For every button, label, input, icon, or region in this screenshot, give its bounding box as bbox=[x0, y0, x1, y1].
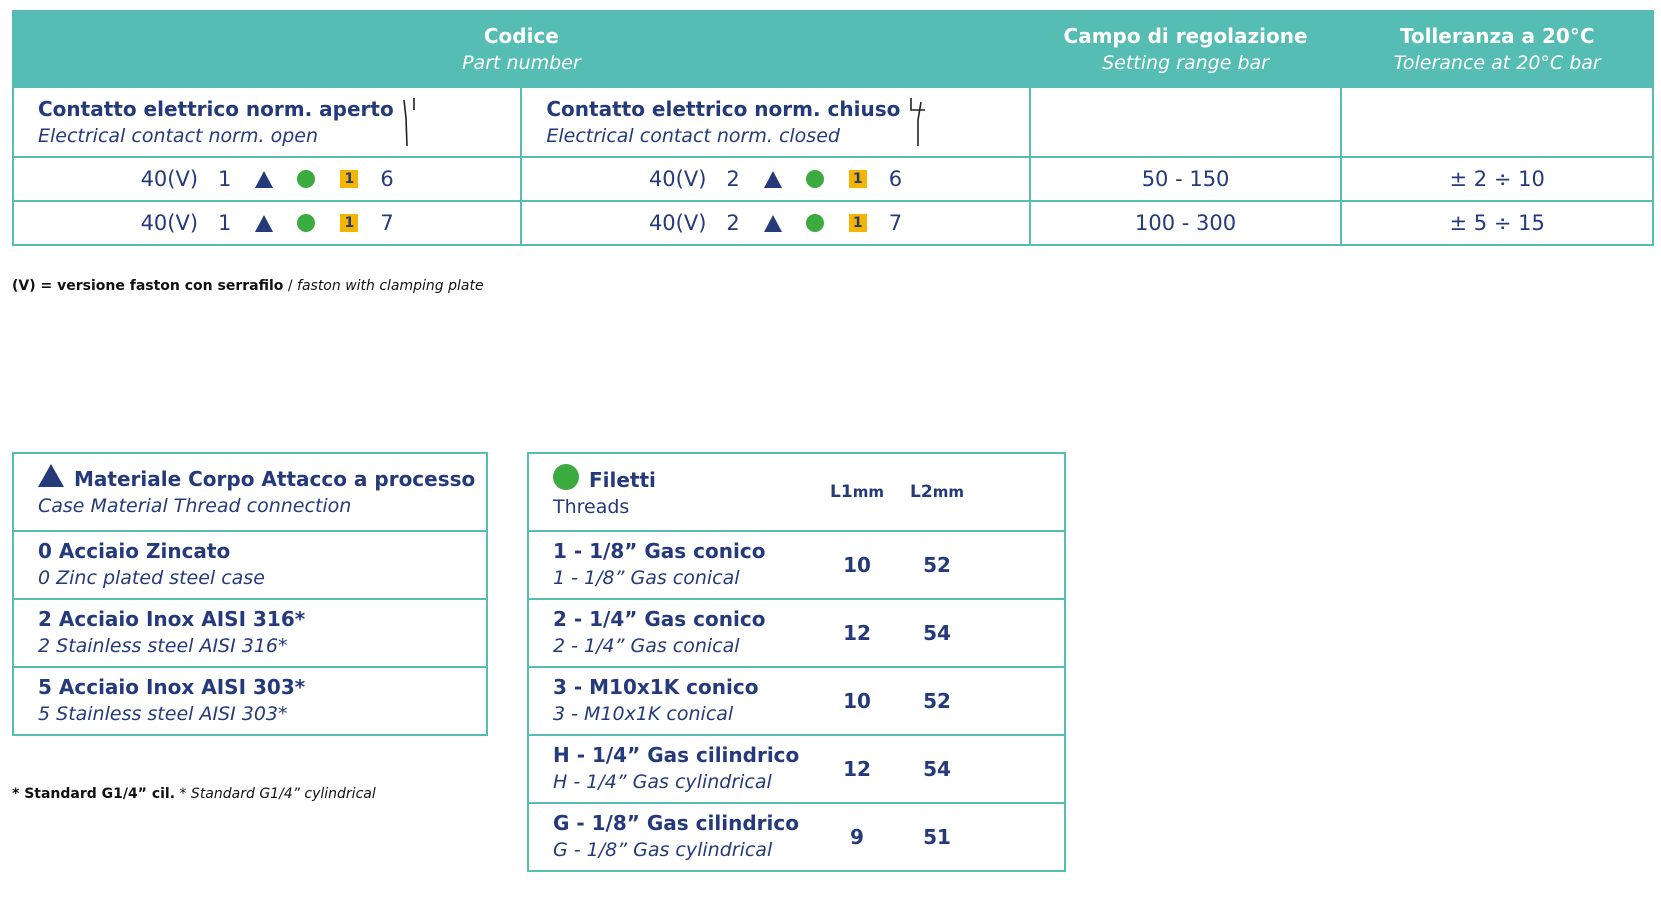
header-range-en: Setting range bar bbox=[1102, 52, 1269, 74]
range-cell: 50 - 150 bbox=[1030, 157, 1342, 201]
thread-l2: 54 bbox=[892, 735, 982, 803]
code-digit: 2 bbox=[726, 211, 740, 235]
code-prefix: 40(V) bbox=[140, 211, 199, 235]
table-row bbox=[13, 157, 1653, 201]
triangle-icon bbox=[255, 171, 273, 188]
normally-open-symbol-icon bbox=[402, 96, 422, 152]
header-tolerance-it: Tolleranza a 20°C bbox=[1399, 24, 1595, 48]
tolerance-cell: ± 2 ÷ 10 bbox=[1341, 157, 1653, 201]
contact-closed-it: Contatto elettrico norm. chiuso bbox=[546, 96, 901, 121]
thread-en: G - 1/8” Gas cylindrical bbox=[553, 839, 773, 861]
material-it: 0 Acciaio Zincato bbox=[38, 539, 231, 563]
tolerance-cell: ± 5 ÷ 15 bbox=[1341, 201, 1653, 245]
circle-icon bbox=[297, 170, 315, 188]
part-code bbox=[141, 211, 394, 235]
thread-en: 1 - 1/8” Gas conical bbox=[553, 567, 740, 589]
thread-l2: 52 bbox=[892, 531, 982, 599]
materials-title-en: Case Material Thread connection bbox=[38, 495, 352, 517]
code-prefix: 40(V) bbox=[140, 167, 199, 191]
contact-empty-range bbox=[1030, 87, 1342, 157]
thread-l2: 51 bbox=[892, 803, 982, 871]
material-it: 2 Acciaio Inox AISI 316* bbox=[38, 607, 306, 631]
table-row bbox=[13, 201, 1653, 245]
thread-l1: 9 bbox=[822, 803, 892, 871]
material-en: 0 Zinc plated steel case bbox=[38, 567, 265, 589]
material-it: 5 Acciaio Inox AISI 303* bbox=[38, 675, 306, 699]
code-open-cell bbox=[13, 201, 521, 245]
header-tolerance bbox=[1341, 11, 1653, 87]
materials-header bbox=[13, 453, 487, 531]
thread-it: 2 - 1/4” Gas conico bbox=[553, 607, 766, 631]
code-prefix: 40(V) bbox=[648, 211, 707, 235]
materials-table bbox=[12, 452, 488, 736]
header-range bbox=[1030, 11, 1342, 87]
materials-title-it: Materiale Corpo Attacco a processo bbox=[38, 464, 486, 493]
circle-icon bbox=[553, 464, 579, 490]
header-tolerance-en: Tolerance at 20°C bar bbox=[1393, 52, 1601, 74]
table-row bbox=[528, 599, 1065, 667]
header-range-it: Campo di regolazione bbox=[1063, 24, 1308, 48]
version-note-sep: / bbox=[283, 278, 298, 294]
contact-closed-en: Electrical contact norm. closed bbox=[546, 124, 840, 147]
list-item bbox=[13, 531, 487, 599]
material-en: 5 Stainless steel AISI 303* bbox=[38, 703, 288, 725]
thread-en: H - 1/4” Gas cylindrical bbox=[553, 771, 772, 793]
circle-icon bbox=[806, 214, 824, 232]
thread-it: H - 1/4” Gas cilindrico bbox=[553, 743, 800, 767]
part-code bbox=[649, 167, 902, 191]
code-open-cell bbox=[13, 157, 521, 201]
thread-l1: 10 bbox=[822, 531, 892, 599]
thread-it: G - 1/8” Gas cilindrico bbox=[553, 811, 799, 835]
header-row bbox=[13, 11, 1653, 87]
thread-en: 2 - 1/4” Gas conical bbox=[553, 635, 740, 657]
threads-title-en: Threads bbox=[553, 495, 630, 518]
table-row bbox=[528, 667, 1065, 735]
code-suffix: 7 bbox=[888, 211, 903, 235]
normally-closed-symbol-icon bbox=[907, 96, 931, 152]
code-closed-cell bbox=[521, 157, 1029, 201]
contact-open-it: Contatto elettrico norm. aperto bbox=[38, 96, 394, 121]
standard-note-en: * Standard G1/4” cylindrical bbox=[175, 786, 376, 802]
code-prefix: 40(V) bbox=[648, 167, 707, 191]
circle-icon bbox=[806, 170, 824, 188]
contact-row bbox=[13, 87, 1653, 157]
thread-l1: 12 bbox=[822, 599, 892, 667]
standard-note-it: * Standard G1/4” cil. bbox=[12, 786, 176, 802]
col-l1: L1mm bbox=[822, 453, 892, 531]
triangle-icon bbox=[764, 171, 782, 188]
header-code bbox=[13, 11, 1030, 87]
threads-header bbox=[528, 453, 1065, 531]
header-code-en: Part number bbox=[462, 52, 581, 74]
square-icon: 1 bbox=[340, 170, 358, 188]
part-code bbox=[649, 211, 902, 235]
contact-closed-cell bbox=[521, 87, 1029, 157]
threads-title-it: Filetti bbox=[553, 464, 822, 494]
table-row bbox=[528, 803, 1065, 871]
col-l2: L2mm bbox=[892, 453, 982, 531]
thread-l2: 54 bbox=[892, 599, 982, 667]
thread-l2: 52 bbox=[892, 667, 982, 735]
contact-open-cell bbox=[13, 87, 521, 157]
version-note-it: (V) = versione faston con serrafilo bbox=[12, 278, 284, 294]
version-note bbox=[12, 278, 484, 294]
code-suffix: 6 bbox=[888, 167, 903, 191]
triangle-icon bbox=[764, 215, 782, 232]
square-icon: 1 bbox=[849, 214, 867, 232]
table-row bbox=[528, 735, 1065, 803]
thread-en: 3 - M10x1K conical bbox=[553, 703, 734, 725]
thread-l1: 12 bbox=[822, 735, 892, 803]
code-suffix: 7 bbox=[380, 211, 394, 235]
code-digit: 1 bbox=[218, 167, 232, 191]
material-en: 2 Stainless steel AISI 316* bbox=[38, 635, 288, 657]
square-icon: 1 bbox=[849, 170, 867, 188]
threads-table bbox=[527, 452, 1066, 872]
list-item bbox=[13, 667, 487, 735]
contact-empty-tolerance bbox=[1341, 87, 1653, 157]
circle-icon bbox=[297, 214, 315, 232]
contact-open-en: Electrical contact norm. open bbox=[38, 124, 318, 147]
square-icon: 1 bbox=[340, 214, 358, 232]
triangle-icon bbox=[255, 215, 273, 232]
thread-it: 1 - 1/8” Gas conico bbox=[553, 539, 766, 563]
code-digit: 2 bbox=[726, 167, 740, 191]
standard-note bbox=[12, 786, 376, 802]
thread-l1: 10 bbox=[822, 667, 892, 735]
part-code bbox=[141, 167, 394, 191]
code-suffix: 6 bbox=[380, 167, 394, 191]
table-row bbox=[528, 531, 1065, 599]
code-digit: 1 bbox=[218, 211, 232, 235]
header-code-it: Codice bbox=[483, 24, 559, 48]
range-cell: 100 - 300 bbox=[1030, 201, 1342, 245]
triangle-icon bbox=[38, 464, 64, 487]
code-closed-cell bbox=[521, 201, 1029, 245]
part-number-table bbox=[12, 10, 1654, 246]
thread-it: 3 - M10x1K conico bbox=[553, 675, 759, 699]
list-item bbox=[13, 599, 487, 667]
version-note-en: faston with clamping plate bbox=[297, 278, 484, 294]
